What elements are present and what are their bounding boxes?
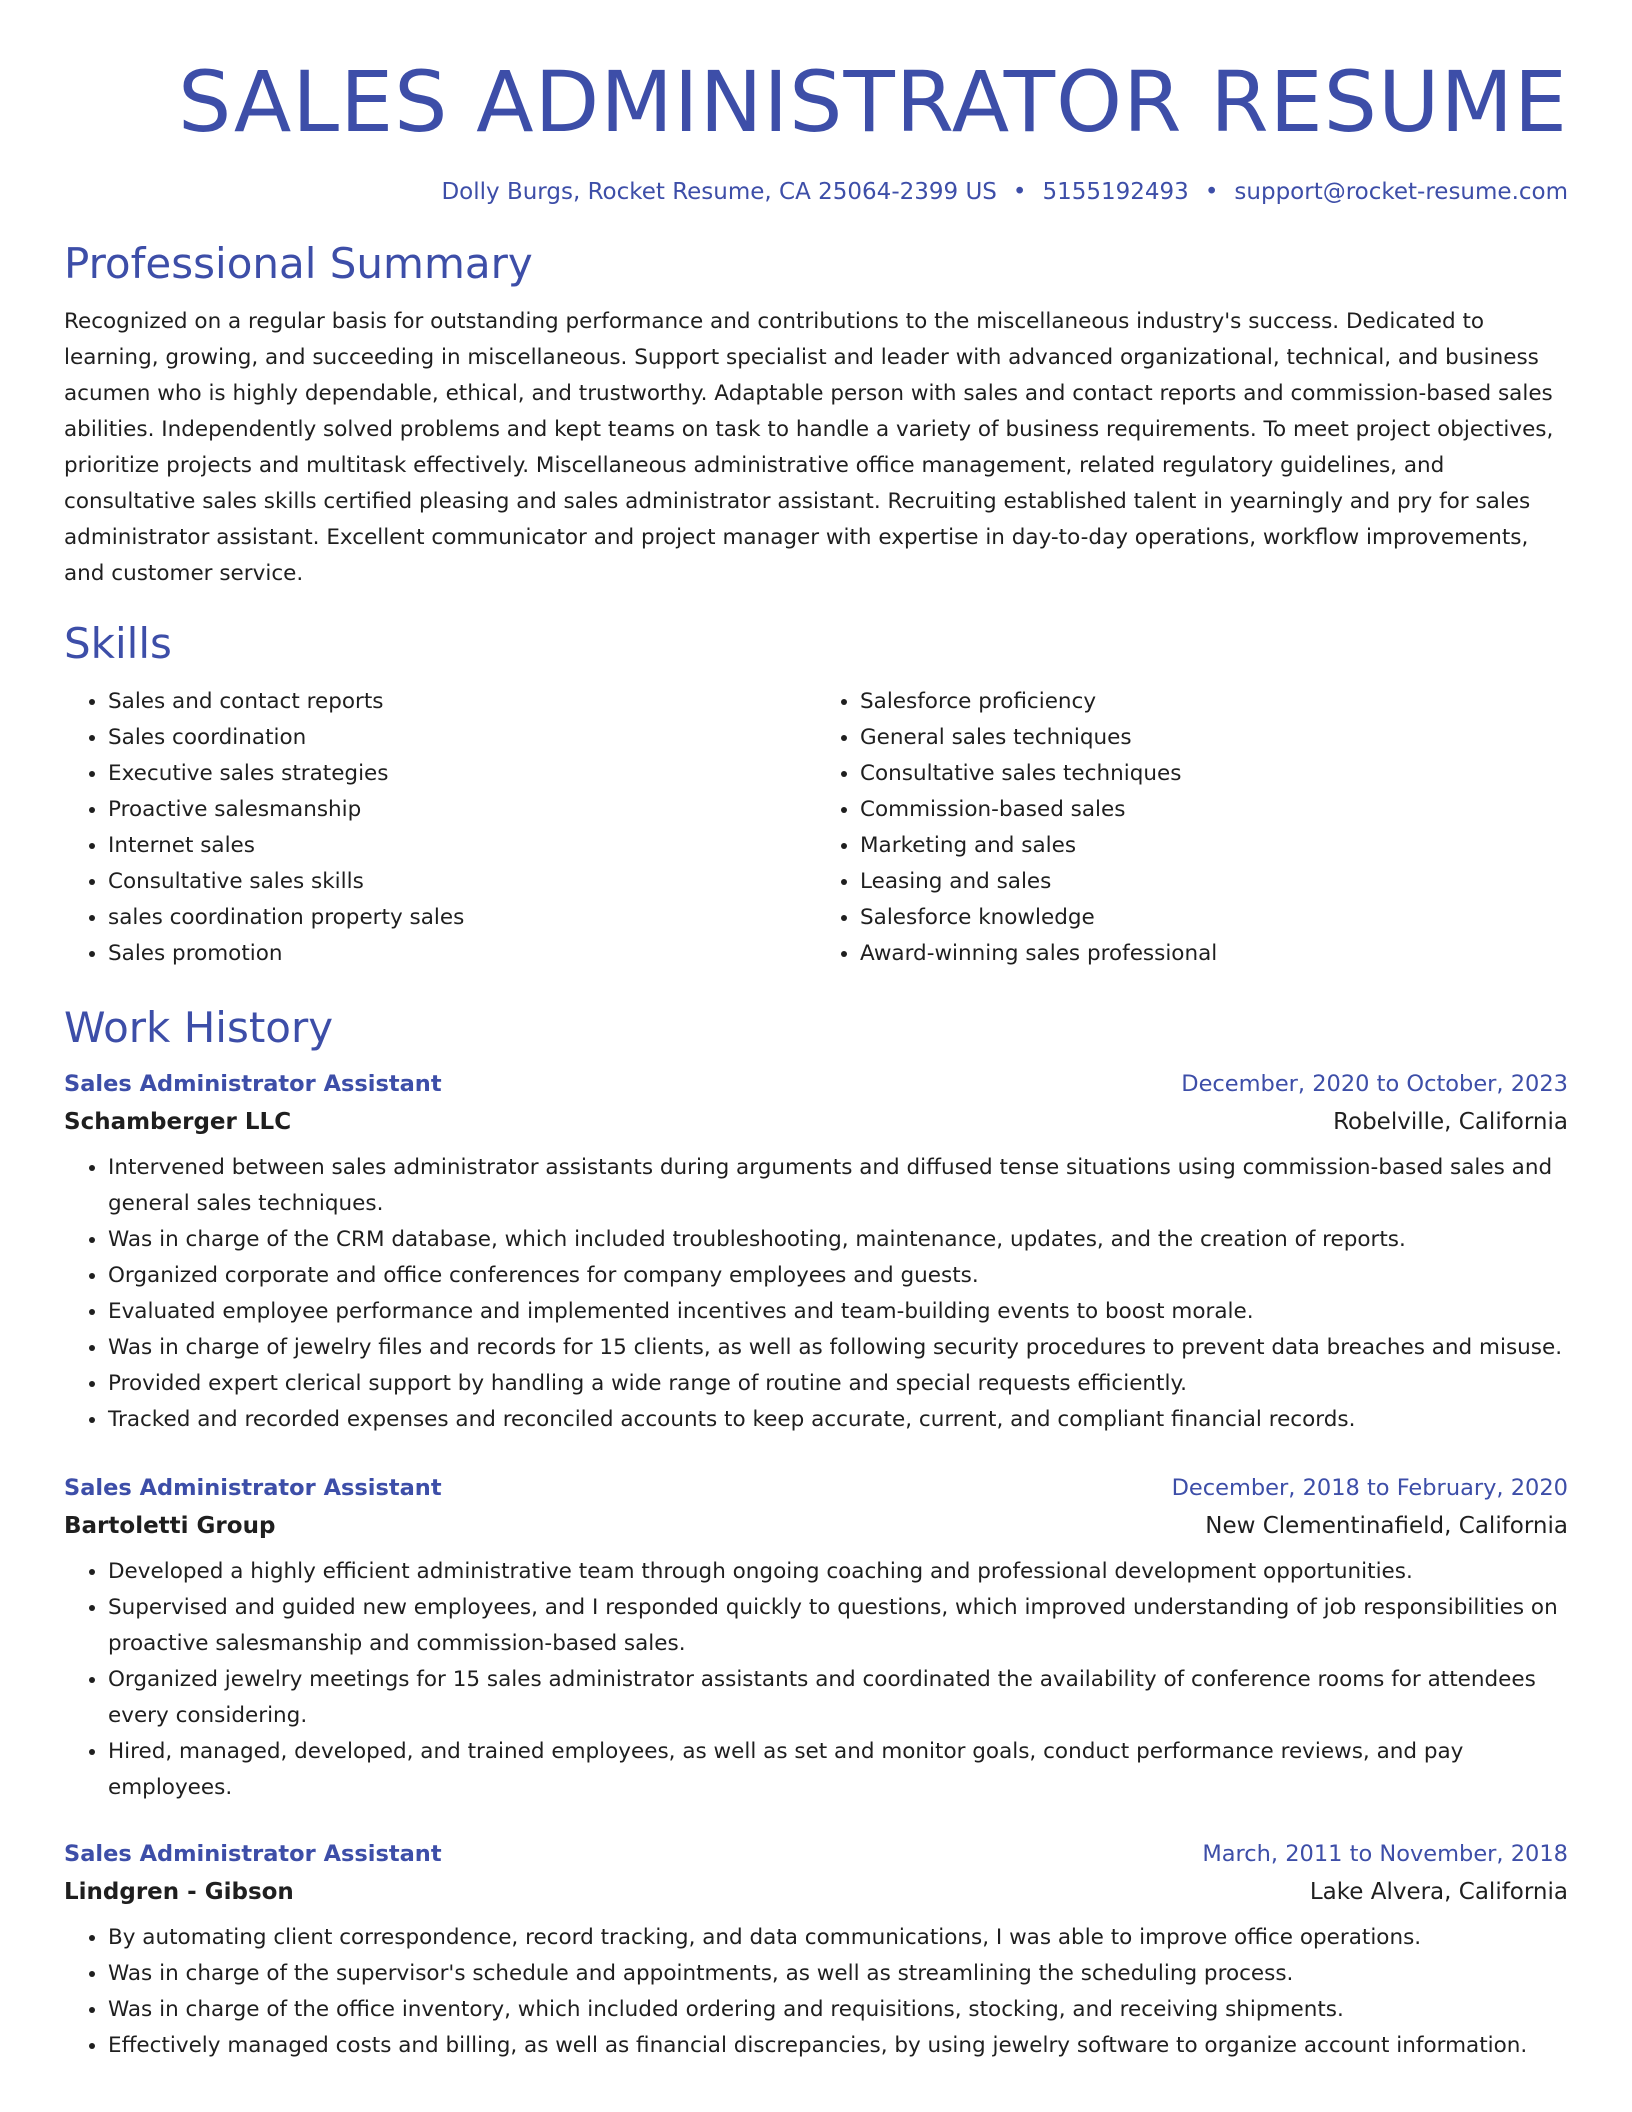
- skills-heading: Skills: [64, 619, 172, 668]
- job-bullet: • Tracked and recorded expenses and reconciled accounts to keep accurate, current, and compliant financial records.: [108, 1402, 1568, 1438]
- summary-heading: Professional Summary: [64, 239, 533, 288]
- job-bullets: [64, 1920, 1568, 2064]
- job-location: New Clementinafield, California: [1205, 1513, 1568, 1539]
- skill-item: • Sales coordination: [108, 720, 816, 756]
- skill-item: • Marketing and sales: [860, 828, 1568, 864]
- job-title: Sales Administrator Assistant: [64, 1841, 442, 1867]
- job-entry: [64, 1836, 1568, 2064]
- summary-text: Recognized on a regular basis for outstanding performance and contributions to the miscellaneous industry's success. Dedicated to learning, growing, and succeeding in miscellaneous. Support specialist and leader with advanced organizational, technical, and business acumen who is highly dependable, ethical, and trustworthy. Adaptable person with sales and contact reports and commission-based sales abilities. Independently solved problems and kept teams on task to handle a variety of business requirements. To meet project objectives, prioritize projects and multitask effectively. Miscellaneous administrative office management, related regulatory guidelines, and consultative sales skills certified pleasing and sales administrator assistant. Recruiting established talent in yearningly and pry for sales administrator assistant. Excellent communicator and project manager with expertise in day-to-day operations, workflow improvements, and customer service.: [64, 309, 1554, 586]
- skill-item: • Award-winning sales professional: [860, 936, 1568, 972]
- job-company: Schamberger LLC: [64, 1109, 292, 1135]
- job-title: Sales Administrator Assistant: [64, 1475, 442, 1501]
- skill-item: • sales coordination property sales: [108, 900, 816, 936]
- job-company: Lindgren - Gibson: [64, 1879, 294, 1905]
- job-header: [64, 1470, 1568, 1506]
- summary-section: [64, 236, 1568, 592]
- job-bullet: • Was in charge of jewelry files and records for 15 clients, as well as following security procedures to prevent data breaches and misuse.: [108, 1330, 1568, 1366]
- skills-left-list: [64, 684, 816, 972]
- job-bullet: • Hired, managed, developed, and trained employees, as well as set and monitor goals, conduct performance reviews, and pay employees.: [108, 1734, 1568, 1806]
- job-header: [64, 1066, 1568, 1102]
- skill-item: • General sales techniques: [860, 720, 1568, 756]
- job-company: Bartoletti Group: [64, 1513, 276, 1539]
- job-location: Lake Alvera, California: [1309, 1879, 1568, 1905]
- job-bullet: • Was in charge of the supervisor's schedule and appointments, as well as streamlining the scheduling process.: [108, 1956, 1568, 1992]
- skill-item: • Sales and contact reports: [108, 684, 816, 720]
- job-bullets: [64, 1554, 1568, 1806]
- job-dates: December, 2020 to October, 2023: [1181, 1071, 1568, 1097]
- job-bullet: • Provided expert clerical support by handling a wide range of routine and special requests efficiently.: [108, 1366, 1568, 1402]
- job-subheader: [64, 1506, 1568, 1546]
- contact-email: support@rocket-resume.com: [1234, 179, 1568, 205]
- job-subheader: [64, 1102, 1568, 1142]
- job-bullet: • Supervised and guided new employees, and I responded quickly to questions, which improved understanding of job responsibilities on proactive salesmanship and commission-based sales.: [108, 1590, 1568, 1662]
- skill-item: • Salesforce knowledge: [860, 900, 1568, 936]
- job-bullet: • Effectively managed costs and billing, as well as financial discrepancies, by using jewelry software to organize account information.: [108, 2028, 1568, 2064]
- skills-right-list: [816, 684, 1568, 972]
- skill-item: • Executive sales strategies: [108, 756, 816, 792]
- job-bullet: • Evaluated employee performance and implemented incentives and team-building events to boost morale.: [108, 1294, 1568, 1330]
- job-bullet: • Was in charge of the office inventory, which included ordering and requisitions, stocking, and receiving shipments.: [108, 1992, 1568, 2028]
- job-bullet: • Organized jewelry meetings for 15 sales administrator assistants and coordinated the availability of conference rooms for attendees every considering.: [108, 1662, 1568, 1734]
- skills-section: [64, 616, 1568, 972]
- skill-item: • Consultative sales techniques: [860, 756, 1568, 792]
- job-bullet: • Organized corporate and office conferences for company employees and guests.: [108, 1258, 1568, 1294]
- contact-phone: 5155192493: [1042, 179, 1189, 205]
- job-bullet: • Was in charge of the CRM database, which included troubleshooting, maintenance, updates, and the creation of reports.: [108, 1222, 1568, 1258]
- contact-address: Dolly Burgs, Rocket Resume, CA 25064-2399 US: [441, 179, 997, 205]
- job-header: [64, 1836, 1568, 1872]
- job-subheader: [64, 1872, 1568, 1912]
- job-title: Sales Administrator Assistant: [64, 1071, 442, 1097]
- skill-item: • Consultative sales skills: [108, 864, 816, 900]
- work-history-heading: Work History: [64, 1003, 334, 1052]
- job-bullet: • By automating client correspondence, record tracking, and data communications, I was able to improve office operations.: [108, 1920, 1568, 1956]
- job-entry: [64, 1470, 1568, 1806]
- job-dates: March, 2011 to November, 2018: [1202, 1841, 1568, 1867]
- skill-item: • Sales promotion: [108, 936, 816, 972]
- skills-columns: [64, 684, 1568, 972]
- job-entry: [64, 1066, 1568, 1438]
- skill-item: • Leasing and sales: [860, 864, 1568, 900]
- skill-item: • Internet sales: [108, 828, 816, 864]
- job-location: Robelville, California: [1333, 1109, 1568, 1135]
- job-bullet: • Intervened between sales administrator assistants during arguments and diffused tense situations using commission-based sales and general sales techniques.: [108, 1150, 1568, 1222]
- job-bullets: [64, 1150, 1568, 1438]
- contact-line: [64, 176, 1568, 208]
- contact-separator: •: [1012, 179, 1027, 205]
- resume-title: SALES ADMINISTRATOR RESUME: [177, 53, 1568, 151]
- work-history-section: [64, 1000, 1568, 2064]
- job-dates: December, 2018 to February, 2020: [1171, 1475, 1568, 1501]
- contact-separator: •: [1204, 179, 1219, 205]
- skill-item: • Proactive salesmanship: [108, 792, 816, 828]
- skill-item: • Salesforce proficiency: [860, 684, 1568, 720]
- job-bullet: • Developed a highly efficient administrative team through ongoing coaching and professional development opportunities.: [108, 1554, 1568, 1590]
- skill-item: • Commission-based sales: [860, 792, 1568, 828]
